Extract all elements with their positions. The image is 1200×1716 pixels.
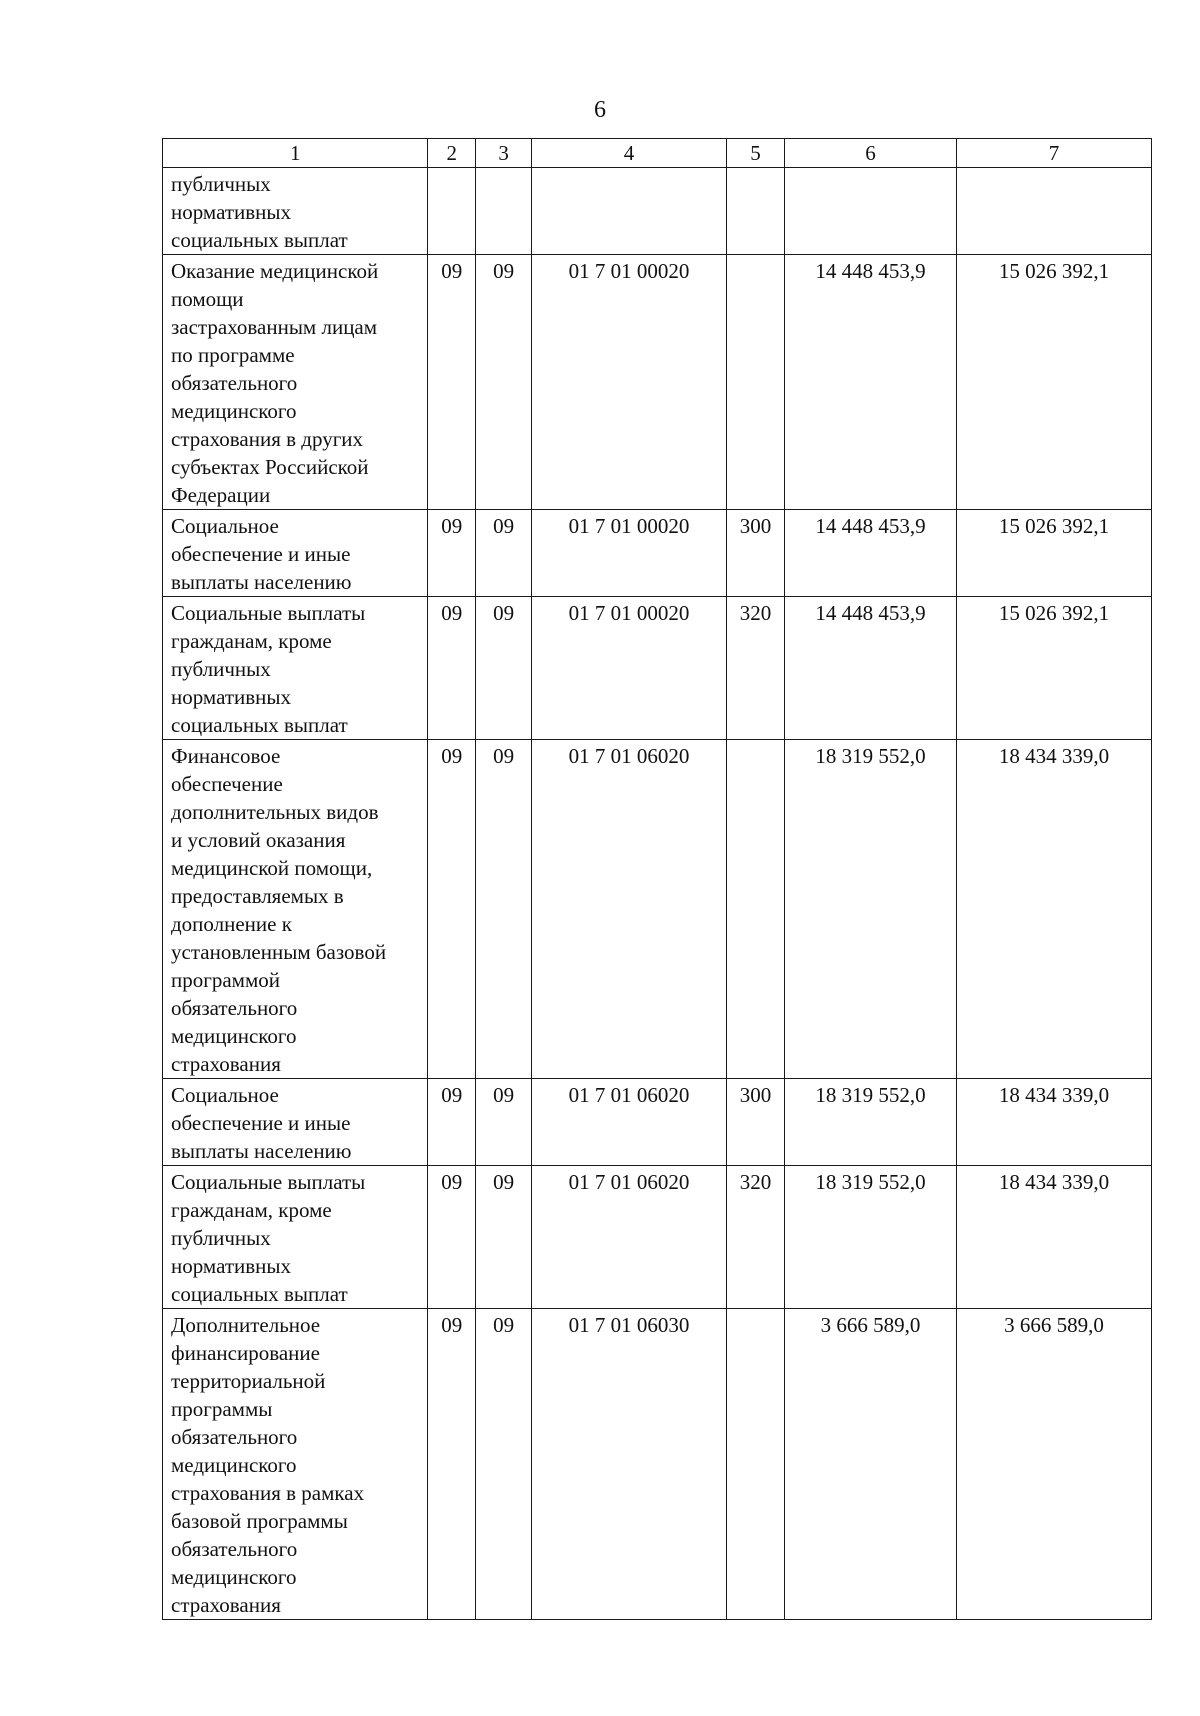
column-header: 1 [163,139,428,168]
row-subsection [476,168,532,255]
row-value-7: 18 434 339,0 [957,740,1152,1079]
row-section: 09 [428,1166,476,1309]
row-section: 09 [428,510,476,597]
row-section: 09 [428,740,476,1079]
row-value-6: 18 319 552,0 [784,740,956,1079]
column-header: 7 [957,139,1152,168]
row-kind: 300 [726,1079,784,1166]
row-section: 09 [428,1079,476,1166]
row-value-6 [784,168,956,255]
row-name: Социальные выплаты гражданам, кроме публичных нормативных социальных выплат [163,597,428,740]
row-subsection: 09 [476,740,532,1079]
table-row [163,255,1152,510]
row-value-7 [957,168,1152,255]
row-code [532,168,727,255]
table-row [163,1166,1152,1309]
table-row [163,168,1152,255]
row-code: 01 7 01 06020 [532,1166,727,1309]
table-row [163,510,1152,597]
column-header: 4 [532,139,727,168]
row-kind: 320 [726,1166,784,1309]
table-header-row [163,139,1152,168]
row-kind [726,1309,784,1620]
row-name: публичных нормативных социальных выплат [163,168,428,255]
row-subsection: 09 [476,510,532,597]
row-value-6: 18 319 552,0 [784,1079,956,1166]
row-section [428,168,476,255]
row-subsection: 09 [476,597,532,740]
row-name: Социальное обеспечение и иные выплаты населению [163,510,428,597]
table-row [163,597,1152,740]
column-header: 6 [784,139,956,168]
row-code: 01 7 01 00020 [532,510,727,597]
row-code: 01 7 01 00020 [532,597,727,740]
table-row [163,1309,1152,1620]
row-value-6: 14 448 453,9 [784,510,956,597]
row-section: 09 [428,1309,476,1620]
row-code: 01 7 01 06030 [532,1309,727,1620]
row-name: Социальные выплаты гражданам, кроме публичных нормативных социальных выплат [163,1166,428,1309]
row-section: 09 [428,597,476,740]
row-subsection: 09 [476,1166,532,1309]
row-subsection: 09 [476,255,532,510]
row-code: 01 7 01 06020 [532,1079,727,1166]
row-subsection: 09 [476,1309,532,1620]
row-value-7: 15 026 392,1 [957,510,1152,597]
row-value-7: 3 666 589,0 [957,1309,1152,1620]
row-value-7: 15 026 392,1 [957,255,1152,510]
row-value-7: 18 434 339,0 [957,1079,1152,1166]
row-section: 09 [428,255,476,510]
row-name: Оказание медицинской помощи застрахованным лицам по программе обязательного медицинского страхования в других субъектах Российской Федерации [163,255,428,510]
row-kind [726,740,784,1079]
row-value-6: 18 319 552,0 [784,1166,956,1309]
table-row [163,740,1152,1079]
row-value-6: 14 448 453,9 [784,597,956,740]
table-row [163,1079,1152,1166]
row-value-7: 15 026 392,1 [957,597,1152,740]
row-value-6: 3 666 589,0 [784,1309,956,1620]
row-kind: 300 [726,510,784,597]
row-value-6: 14 448 453,9 [784,255,956,510]
page-number: 6 [594,97,606,123]
row-kind [726,255,784,510]
row-code: 01 7 01 06020 [532,740,727,1079]
row-name: Дополнительное финансирование территориальной программы обязательного медицинского страхования в рамках базовой программы обязательного медицинского страхования [163,1309,428,1620]
row-name: Социальное обеспечение и иные выплаты населению [163,1079,428,1166]
row-kind: 320 [726,597,784,740]
column-header: 3 [476,139,532,168]
column-header: 5 [726,139,784,168]
column-header: 2 [428,139,476,168]
row-value-7: 18 434 339,0 [957,1166,1152,1309]
row-name: Финансовое обеспечение дополнительных видов и условий оказания медицинской помощи, предоставляемых в дополнение к установленным базовой программой обязательного медицинского страхования [163,740,428,1079]
row-code: 01 7 01 00020 [532,255,727,510]
row-subsection: 09 [476,1079,532,1166]
budget-table [162,138,1152,1620]
row-kind [726,168,784,255]
